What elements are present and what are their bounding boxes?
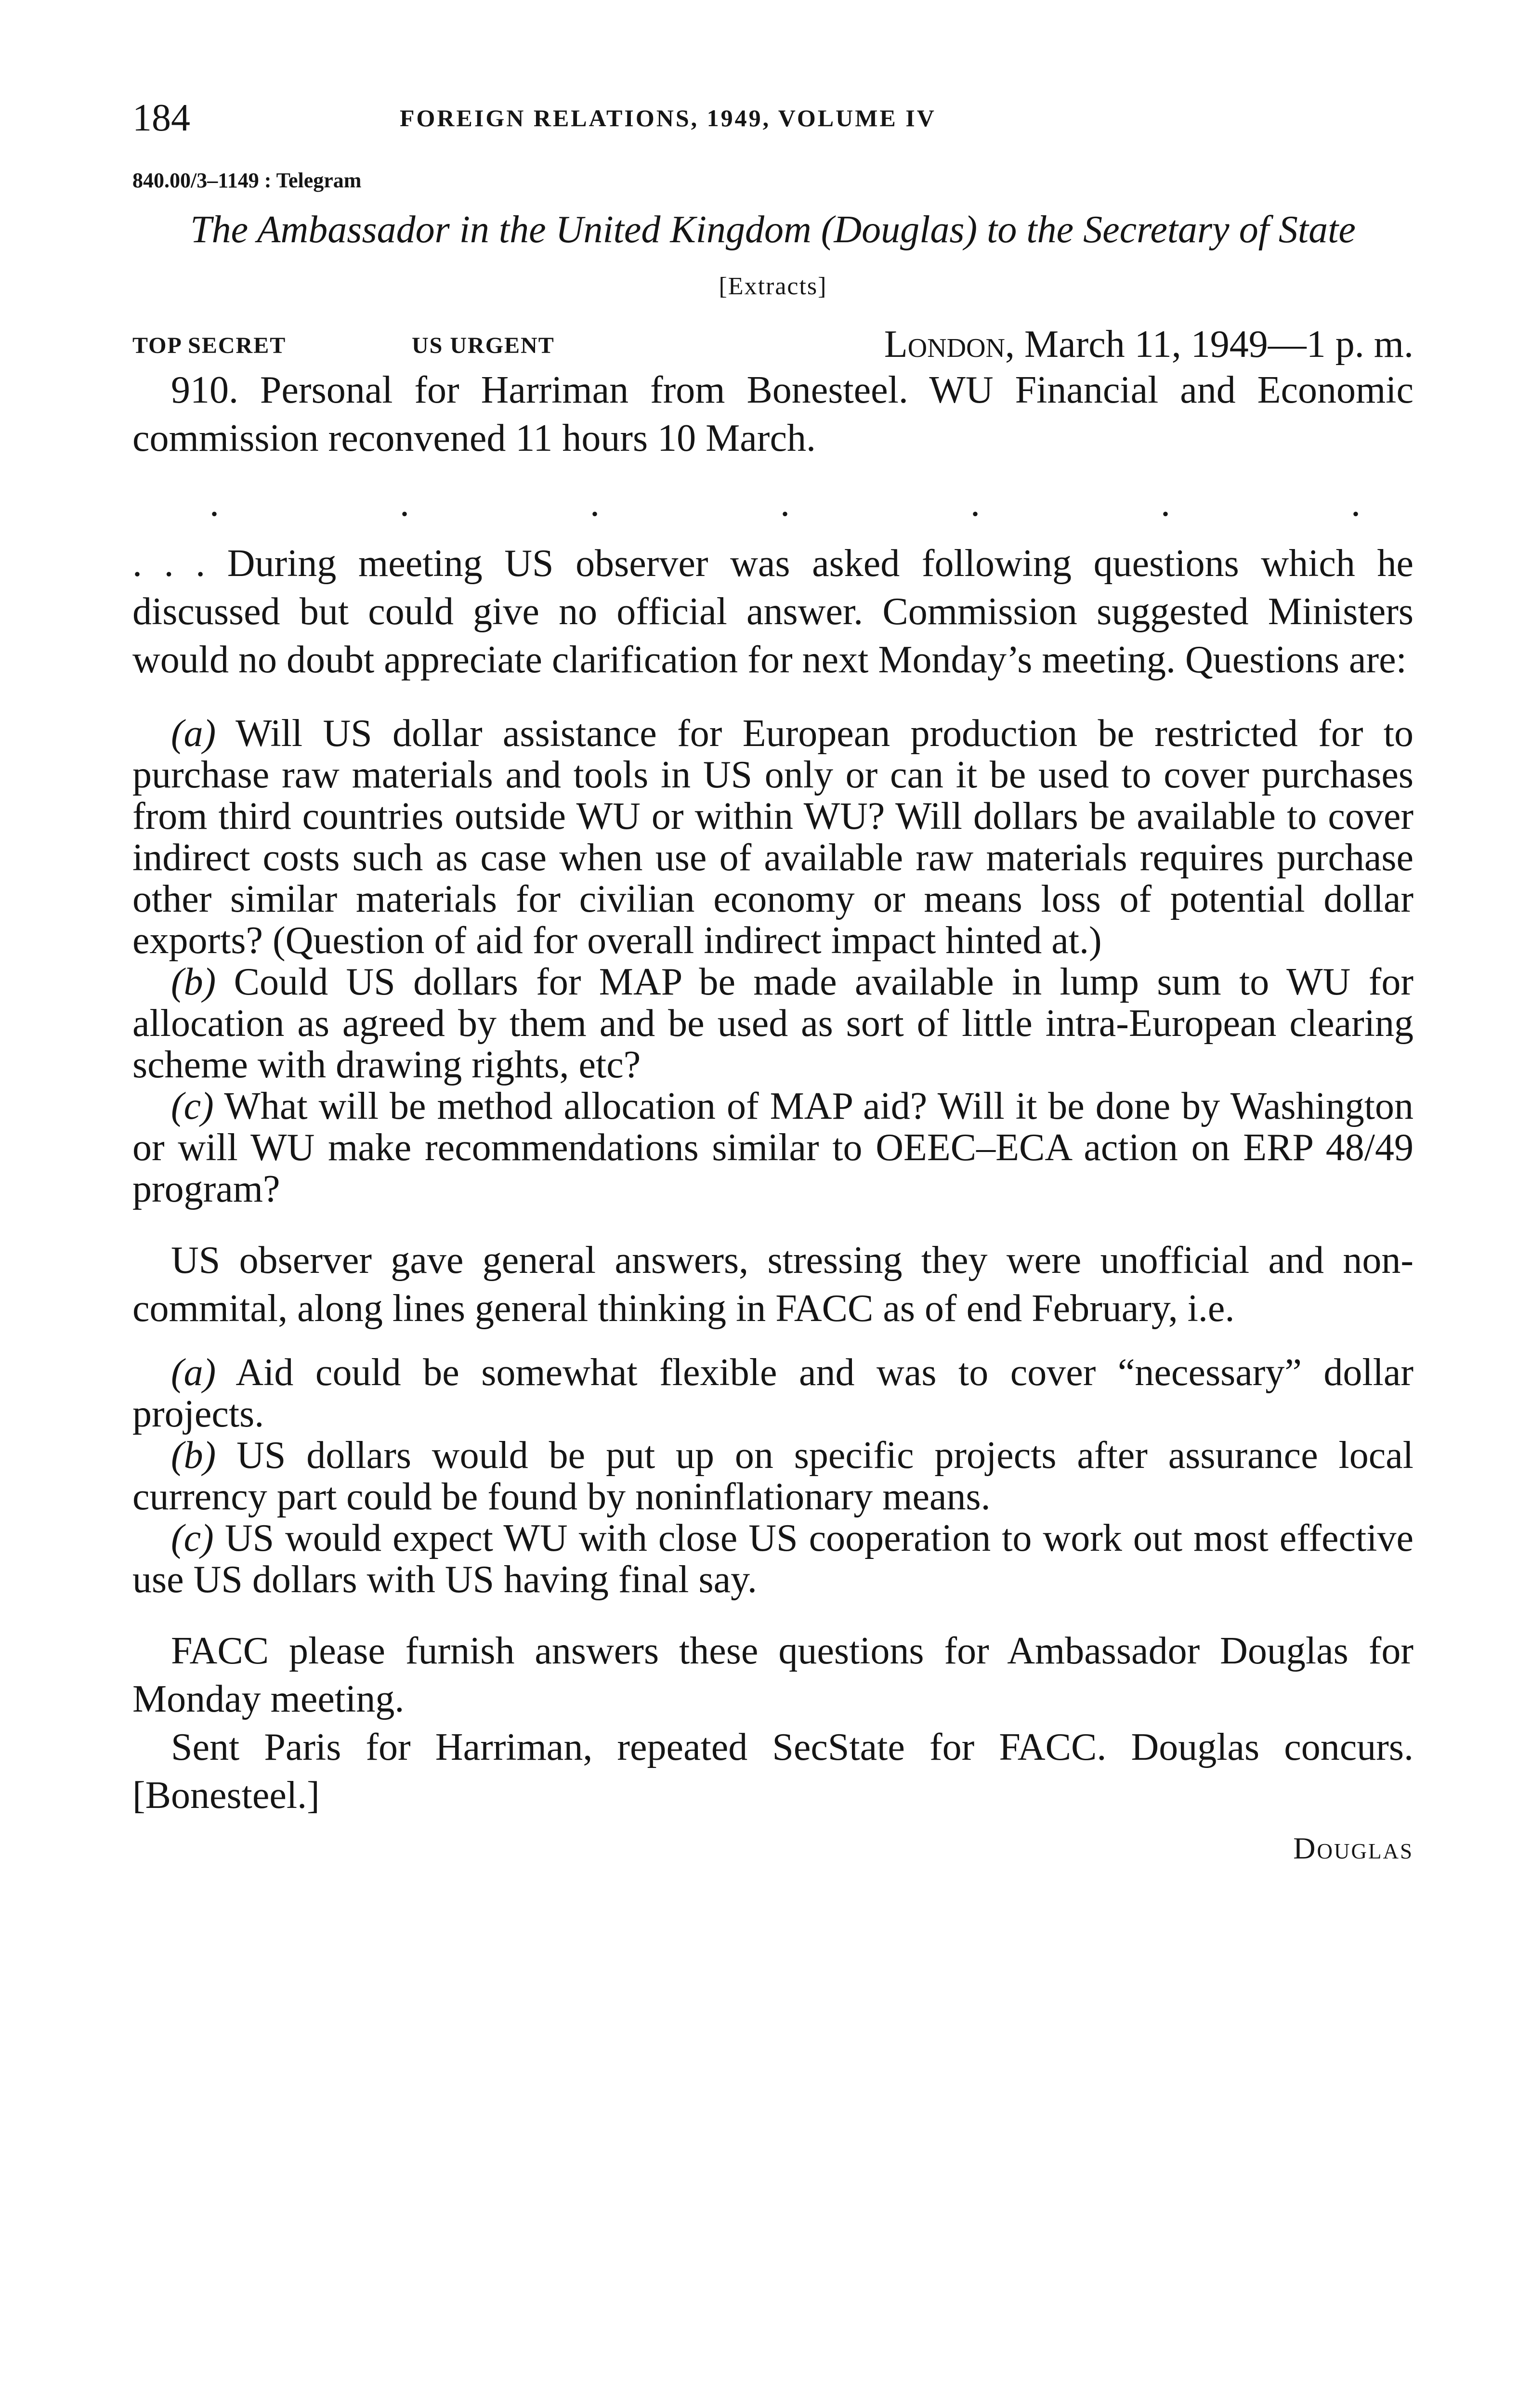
meeting-paragraph: . . . During meeting US observer was asked following questions which he discussed but could give no official answer. Commission suggested Ministers would no doubt appreciate clarification for next Monday’s meeting. Questions are:: [132, 542, 1413, 681]
answer-item: [132, 1518, 1413, 1600]
omission-dot: .: [209, 482, 219, 524]
answer-item: [132, 1352, 1413, 1435]
dateline-date: March 11, 1949—1 p. m.: [1024, 323, 1413, 366]
question-label: (b): [171, 961, 216, 1003]
running-head: [132, 94, 1413, 142]
document-page: [132, 94, 1413, 1868]
signature: Douglas: [1293, 1831, 1413, 1865]
omission-dot: .: [1351, 482, 1361, 524]
document-title: The Ambassador in the United Kingdom (Douglas) to the Secretary of State: [190, 209, 1356, 251]
running-title: FOREIGN RELATIONS, 1949, VOLUME IV: [400, 105, 936, 131]
classification-label: TOP SECRET: [132, 333, 287, 358]
question-item: [132, 961, 1413, 1086]
question-text: Will US dollar assistance for European production be restricted for to purchase raw materials and tools in US only or can it be used to cover purchases from third countries outside WU or within WU? Will dollars be available to cover indirect costs such as case when use of available raw materials requires purchase other similar materials for civilian economy or means loss of potential dollar exports? (Question of aid for overall indirect impact hinted at.): [132, 712, 1413, 962]
answers-intro: US observer gave general answers, stressing they were unofficial and non-commital, along lines general thinking in FACC as of end February, i.e.: [132, 1239, 1413, 1330]
page-number: 184: [132, 97, 190, 139]
dateline-place: London,: [884, 323, 1015, 366]
question-item: [132, 1086, 1413, 1210]
omission-dot: .: [780, 482, 790, 524]
question-text: What will be method allocation of MAP aid? Will it be done by Washington or will WU make recommendations similar to OEEC–ECA action on ERP 48/49 program?: [132, 1085, 1413, 1210]
answers-intro-section: [132, 1236, 1413, 1333]
omission-marker: [132, 482, 1413, 525]
questions-list: [132, 713, 1413, 1210]
answer-text: Aid could be somewhat flexible and was to cover “necessary” dollar projects.: [132, 1351, 1414, 1435]
closing-paragraph: Sent Paris for Harriman, repeated SecState for FACC. Douglas concurs. [Bonesteel.]: [132, 1726, 1413, 1817]
opening-paragraph: 910. Personal for Harriman from Bonesteel. WU Financial and Economic commission reconvened 11 hours 10 March.: [132, 369, 1413, 459]
answer-label: (a): [171, 1351, 216, 1394]
omission-dot: .: [400, 482, 409, 524]
answers-list: [132, 1352, 1413, 1600]
closing-paragraph: FACC please furnish answers these questions for Ambassador Douglas for Monday meeting.: [132, 1630, 1413, 1720]
extracts-label: [Extracts]: [719, 273, 827, 300]
omission-dot: .: [1161, 482, 1170, 524]
dateline: [884, 323, 1413, 366]
answer-text: US dollars would be put up on specific projects after assurance local currency part could be found by noninflationary means.: [132, 1434, 1414, 1518]
question-label: (a): [171, 712, 216, 755]
file-reference: 840.00/3–1149 : Telegram: [132, 169, 362, 192]
answer-item: [132, 1435, 1413, 1518]
telegram-header: [132, 323, 1413, 366]
question-text: Could US dollars for MAP be made available in lump sum to WU for allocation as agreed by them and be used as sort of little intra-European clearing scheme with drawing rights, etc?: [132, 961, 1414, 1086]
question-label: (c): [171, 1085, 214, 1127]
question-item: [132, 713, 1413, 961]
answer-text: US would expect WU with close US cooperation to work out most effective use US dollars with US having final say.: [132, 1517, 1414, 1601]
answer-label: (c): [171, 1517, 214, 1559]
answer-label: (b): [171, 1434, 216, 1477]
closing-section: [132, 1627, 1413, 1819]
priority-label: US URGENT: [412, 333, 555, 358]
meeting-section: [132, 539, 1413, 684]
omission-dot: .: [970, 482, 980, 524]
omission-dot: .: [590, 482, 600, 524]
telegram-body: [132, 366, 1413, 462]
